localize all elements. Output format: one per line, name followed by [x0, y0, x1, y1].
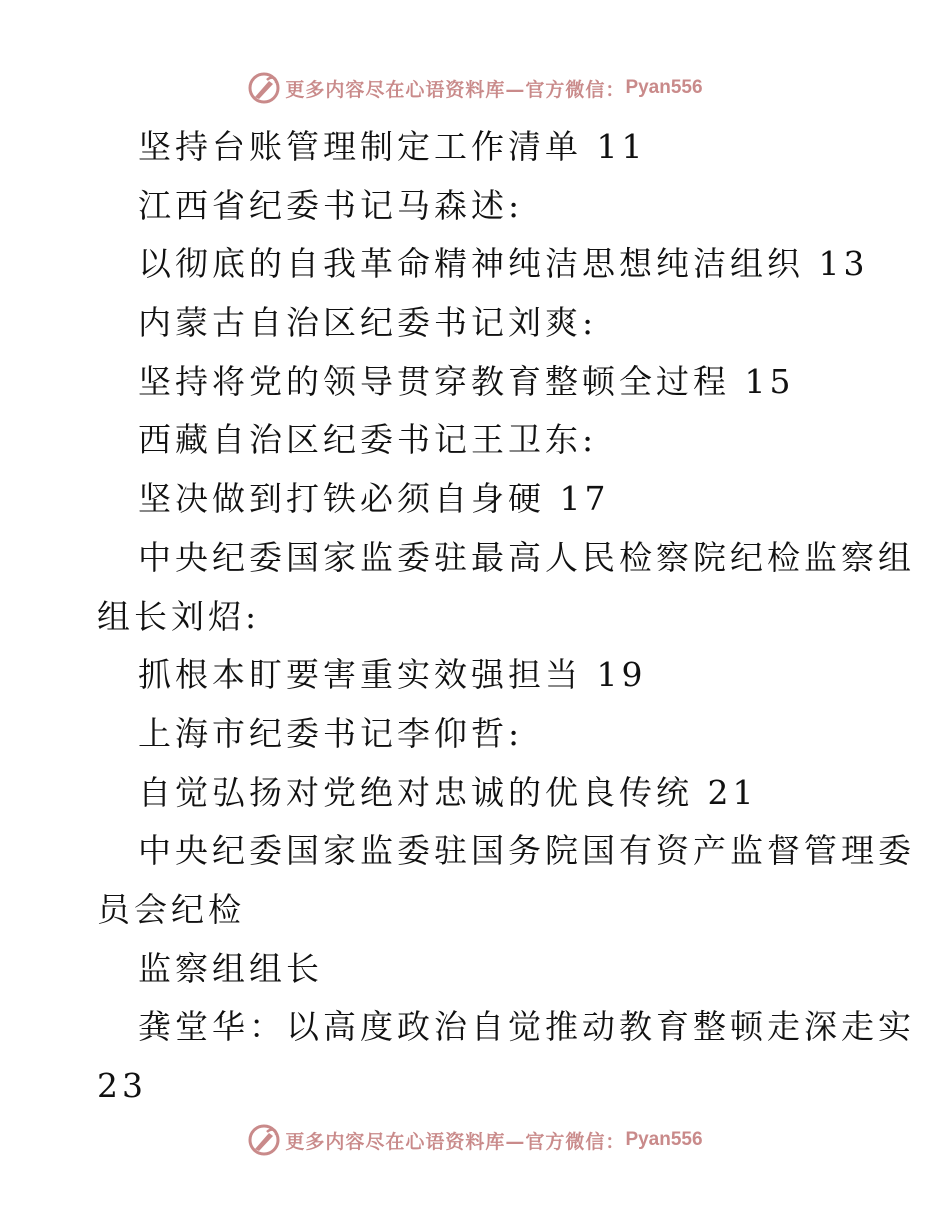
doc-line: 西藏自治区纪委书记王卫东: [138, 420, 598, 460]
banner-wechat-id: Pyan556 [625, 77, 703, 98]
document-body [97, 118, 915, 1116]
header-watermark-banner [0, 68, 950, 108]
doc-line: 以彻底的自我革命精神纯洁思想纯洁组织 13 [138, 244, 869, 284]
banner-wechat-id: Pyan556 [625, 1129, 703, 1150]
doc-line: 自觉弘扬对党绝对忠诚的优良传统 21 [138, 772, 758, 812]
doc-line: 内蒙古自治区纪委书记刘爽: [138, 303, 598, 343]
footer-watermark-banner [0, 1120, 950, 1160]
pen-logo-icon [247, 71, 281, 105]
doc-line: 监察组组长 [138, 948, 323, 988]
doc-line: 组长刘炤: [97, 596, 261, 636]
doc-line: 坚持台账管理制定工作清单 11 [138, 127, 647, 166]
pen-logo-icon [247, 1123, 281, 1157]
doc-line: 员会纪检 [97, 889, 245, 929]
banner-text: 更多内容尽在心语资料库—官方微信： [285, 78, 626, 101]
doc-line: 中央纪委国家监委驻国务院国有资产监督管理委 [138, 831, 915, 871]
doc-line: 上海市纪委书记李仰哲: [138, 713, 524, 753]
doc-line: 23 [97, 1066, 147, 1105]
doc-line: 抓根本盯要害重实效强担当 19 [138, 655, 647, 695]
doc-line: 中央纪委国家监委驻最高人民检察院纪检监察组 [138, 537, 915, 577]
doc-line: 坚持将党的领导贯穿教育整顿全过程 15 [138, 361, 795, 401]
doc-line: 江西省纪委书记马森述: [138, 185, 524, 225]
banner-text: 更多内容尽在心语资料库—官方微信： [285, 1130, 626, 1153]
doc-line: 坚决做到打铁必须自身硬 17 [138, 479, 610, 519]
doc-line: 龚堂华：以高度政治自觉推动教育整顿走深走实 [138, 1007, 915, 1047]
